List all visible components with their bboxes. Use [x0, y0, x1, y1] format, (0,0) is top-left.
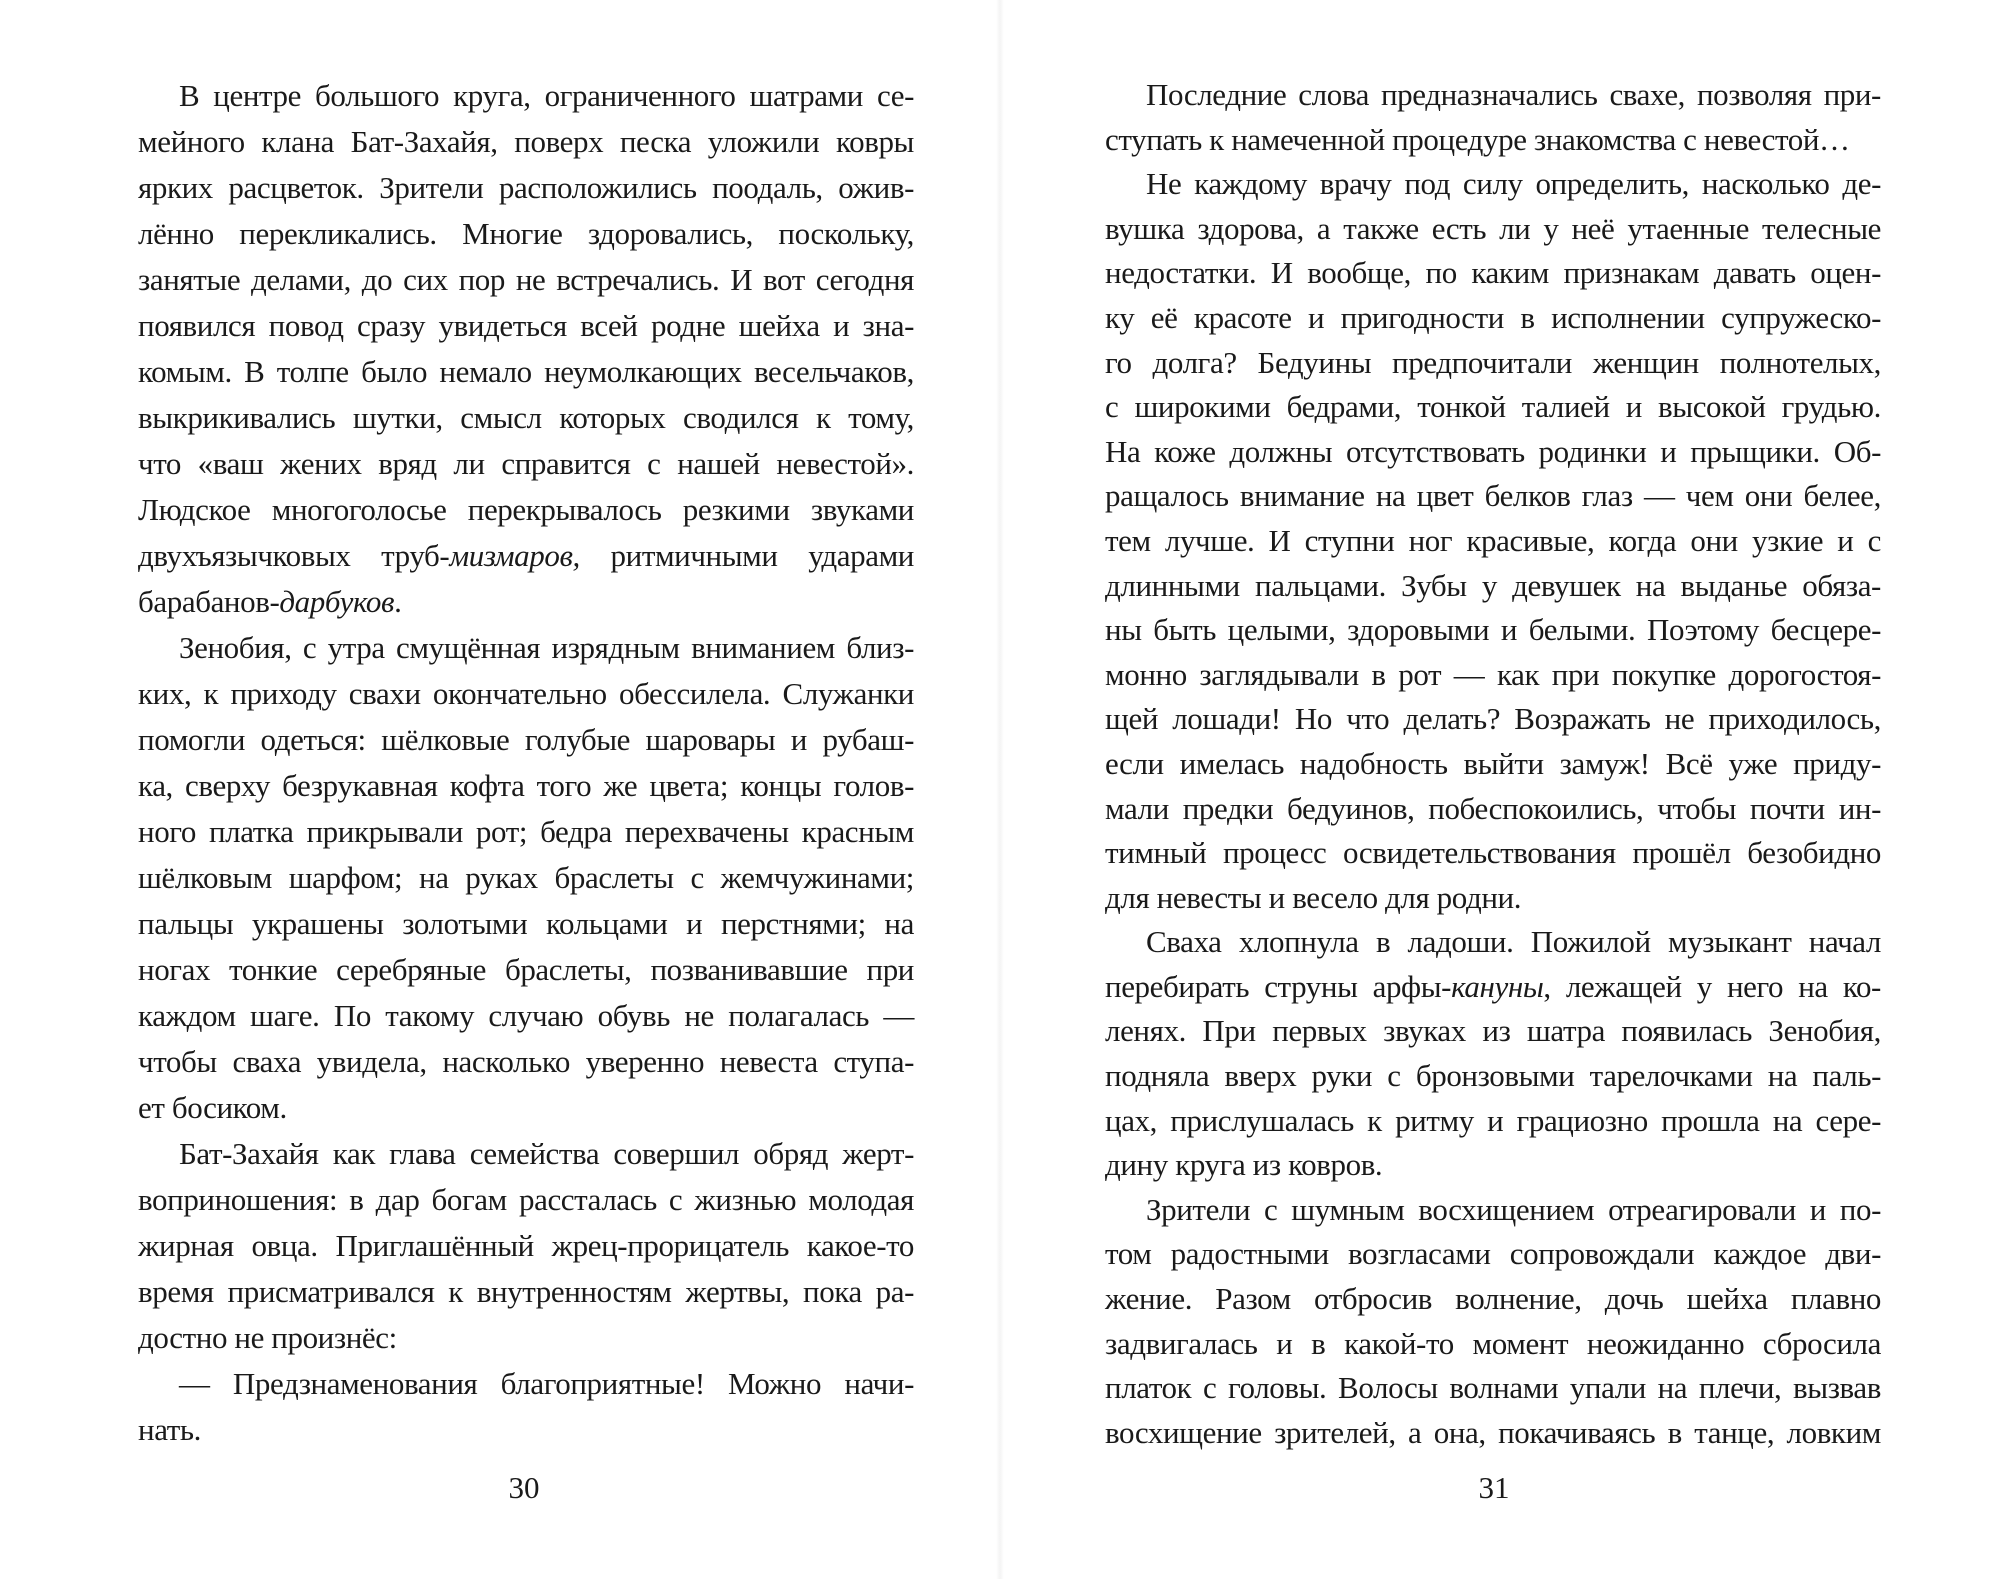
text-segment: тем лучше. И ступни ног красивые, когда они узкие и с	[1105, 522, 1881, 558]
text-line	[138, 303, 914, 349]
text-segment: нать.	[138, 1412, 201, 1447]
italic-term: кануны	[1451, 968, 1544, 1004]
text-line	[1105, 251, 1881, 296]
text-segment: жение. Разом отбросив волнение, дочь шейха плавно	[1105, 1281, 1881, 1317]
text-line	[1105, 742, 1881, 787]
text-line	[1105, 1054, 1881, 1099]
text-segment: ны быть целыми, здоровыми и белыми. Поэтому бесцере-	[1105, 612, 1881, 648]
text-line	[1105, 608, 1881, 653]
text-segment: Людское многоголосье перекрывалось резкими звуками	[138, 492, 914, 527]
text-line	[138, 579, 914, 625]
text-line	[138, 625, 914, 671]
text-line	[138, 993, 914, 1039]
text-line	[138, 763, 914, 809]
text-line	[138, 165, 914, 211]
text-segment: занятые делами, до сих пор не встречались. И вот сегодня	[138, 262, 914, 297]
page-number: 31	[1478, 1470, 1510, 1505]
text-segment: подняла вверх руки с бронзовыми тарелочками на паль-	[1105, 1058, 1881, 1094]
text-line	[1105, 1411, 1881, 1456]
text-segment: барабанов-	[138, 584, 280, 619]
text-segment: тимный процесс освидетельствования прошёл безобидно	[1105, 835, 1881, 871]
text-line	[1105, 73, 1881, 118]
text-segment: воприношения: в дар богам рассталась с жизнью молодая	[138, 1182, 914, 1217]
text-line	[138, 671, 914, 717]
text-segment: ращалось внимание на цвет белков глаз — чем они белее,	[1105, 478, 1881, 514]
text-line	[1105, 207, 1881, 252]
text-segment: задвигалась и в какой-то момент неожиданно сбросила	[1105, 1325, 1881, 1361]
text-line	[138, 533, 914, 579]
text-segment: пальцы украшены золотыми кольцами и перстнями; на	[138, 906, 914, 941]
text-line	[1105, 519, 1881, 564]
text-line	[1105, 118, 1881, 163]
text-segment: каждом шаге. По такому случаю обувь не полагалась —	[138, 998, 914, 1033]
text-line	[1105, 474, 1881, 519]
text-line	[1105, 296, 1881, 341]
text-segment: Зрители с шумным восхищением отреагировали и по-	[1146, 1191, 1881, 1227]
text-segment: Не каждому врачу под силу определить, насколько де-	[1146, 166, 1881, 202]
text-line	[138, 349, 914, 395]
right-page	[1000, 0, 2000, 1579]
text-segment: помогли одеться: шёлковые голубые шаровары и рубаш-	[138, 722, 914, 757]
text-line	[1105, 920, 1881, 965]
text-segment: Зенобия, с утра смущённая изрядным вниманием близ-	[179, 630, 914, 665]
text-line	[138, 1361, 914, 1407]
text-line	[1105, 162, 1881, 207]
text-segment: ногах тонкие серебряные браслеты, позванивавшие при	[138, 952, 914, 987]
text-line	[1105, 965, 1881, 1010]
text-segment: дину круга из ковров.	[1105, 1147, 1383, 1183]
text-segment: перебирать струны арфы-	[1105, 968, 1452, 1004]
text-line	[1105, 653, 1881, 698]
text-segment: ритмичными ударами	[579, 538, 915, 573]
text-segment: платок с головы. Волосы волнами упали на плечи, вызвав	[1105, 1370, 1881, 1406]
text-line	[1105, 1009, 1881, 1054]
text-segment: .	[394, 584, 402, 619]
text-line	[138, 1131, 914, 1177]
text-segment: восхищение зрителей, а она, покачиваясь в танце, ловким	[1105, 1414, 1881, 1450]
text-segment: том радостными возгласами сопровождали каждое дви-	[1105, 1236, 1881, 1272]
text-line	[1105, 1277, 1881, 1322]
text-segment: двухъязычковых труб-	[138, 538, 450, 573]
text-line	[138, 901, 914, 947]
text-segment: лённо перекликались. Многие здоровались, поскольку,	[138, 216, 914, 251]
text-segment: вушка здорова, а также есть ли у неё утаенные телесные	[1105, 210, 1881, 246]
text-segment: — Предзнаменования благоприятные! Можно начи-	[179, 1366, 914, 1401]
text-line	[1105, 1366, 1881, 1411]
text-line	[138, 1223, 914, 1269]
page-number: 30	[508, 1470, 540, 1505]
text-segment: длинными пальцами. Зубы у девушек на выданье обяза-	[1105, 567, 1881, 603]
text-segment: мали предки бедуинов, побеспокоились, чтобы почти ин-	[1105, 790, 1881, 826]
text-line	[138, 717, 914, 763]
text-line	[1105, 341, 1881, 386]
italic-term: мизмаров,	[449, 538, 580, 573]
text-line	[1105, 876, 1881, 921]
text-line	[138, 1269, 914, 1315]
text-line	[138, 1039, 914, 1085]
text-line	[1105, 1232, 1881, 1277]
text-line	[1105, 1322, 1881, 1367]
text-segment: щей лошади! Но что делать? Возражать не приходилось,	[1105, 701, 1881, 737]
text-segment: монно заглядывали в рот — как при покупке дорогостоя-	[1105, 656, 1881, 692]
left-page-text	[138, 73, 914, 1453]
text-line	[138, 1407, 914, 1453]
text-line	[1105, 1099, 1881, 1144]
text-segment: шёлковым шарфом; на руках браслеты с жемчужинами;	[138, 860, 914, 895]
text-line	[1105, 564, 1881, 609]
text-segment: если имелась надобность выйти замуж! Всё уже приду-	[1105, 745, 1881, 781]
text-segment: ступать к намеченной процедуре знакомства с невестой…	[1105, 121, 1850, 157]
text-segment: Сваха хлопнула в ладоши. Пожилой музыкант начал	[1146, 924, 1881, 960]
text-line	[138, 395, 914, 441]
text-segment: что «ваш жених вряд ли справится с нашей невестой».	[138, 446, 914, 481]
italic-term: дарбуков	[279, 584, 395, 619]
text-segment: Бат-Захайя как глава семейства совершил обряд жерт-	[179, 1136, 914, 1171]
text-line	[138, 1315, 914, 1361]
text-segment: с широкими бедрами, тонкой талией и высокой грудью.	[1105, 389, 1881, 425]
text-line	[138, 809, 914, 855]
text-segment: На коже должны отсутствовать родинки и прыщики. Об-	[1105, 433, 1881, 469]
text-segment: для невесты и весело для родни.	[1105, 879, 1522, 915]
text-segment: ких, к приходу свахи окончательно обессилела. Служанки	[138, 676, 914, 711]
text-segment: выкрикивались шутки, смысл которых сводился к тому,	[138, 400, 914, 435]
text-segment: цах, прислушалась к ритму и грациозно прошла на сере-	[1105, 1102, 1881, 1138]
text-line	[138, 73, 914, 119]
text-segment: появился повод сразу увидеться всей родне шейха и зна-	[138, 308, 914, 343]
text-segment: мейного клана Бат-Захайя, поверх песка уложили ковры	[138, 124, 914, 159]
text-segment: ку её красоте и пригодности в исполнении супружеско-	[1105, 299, 1881, 335]
text-segment: недостатки. И вообще, по каким признакам давать оцен-	[1105, 255, 1881, 291]
text-segment: ка, сверху безрукавная кофта того же цвета; концы голов-	[138, 768, 914, 803]
text-line	[1105, 697, 1881, 742]
text-segment: Последние слова предназначались свахе, позволяя при-	[1146, 77, 1881, 112]
text-line	[1105, 385, 1881, 430]
text-line	[138, 487, 914, 533]
text-line	[138, 947, 914, 993]
text-segment: ного платка прикрывали рот; бедра перехвачены красным	[138, 814, 914, 849]
text-line	[138, 1177, 914, 1223]
text-line	[138, 1085, 914, 1131]
text-segment: ленях. При первых звуках из шатра появилась Зенобия,	[1105, 1013, 1881, 1049]
text-line	[1105, 1143, 1881, 1188]
text-segment: жирная овца. Приглашённый жрец-прорицатель какое-то	[138, 1228, 914, 1263]
text-segment: В центре большого круга, ограниченного шатрами се-	[179, 78, 914, 113]
text-segment: , лежащей у него на ко-	[1543, 968, 1881, 1004]
text-segment: ет босиком.	[138, 1090, 287, 1125]
text-line	[138, 441, 914, 487]
text-line	[1105, 787, 1881, 832]
text-segment: достно не произнёс:	[138, 1320, 397, 1355]
text-segment: комым. В толпе было немало неумолкающих весельчаков,	[138, 354, 914, 389]
text-line	[138, 257, 914, 303]
right-page-text	[1105, 73, 1881, 1455]
text-segment: время присматривался к внутренностям жертвы, пока ра-	[138, 1274, 914, 1309]
text-line	[1105, 1188, 1881, 1233]
text-segment: ярких расцветок. Зрители расположились поодаль, ожив-	[138, 170, 914, 205]
text-line	[138, 211, 914, 257]
text-line	[1105, 430, 1881, 475]
text-segment: чтобы сваха увидела, насколько уверенно невеста ступа-	[138, 1044, 914, 1079]
text-line	[138, 855, 914, 901]
text-segment: го долга? Бедуины предпочитали женщин полнотелых,	[1105, 344, 1881, 380]
text-line	[138, 119, 914, 165]
text-line	[1105, 831, 1881, 876]
